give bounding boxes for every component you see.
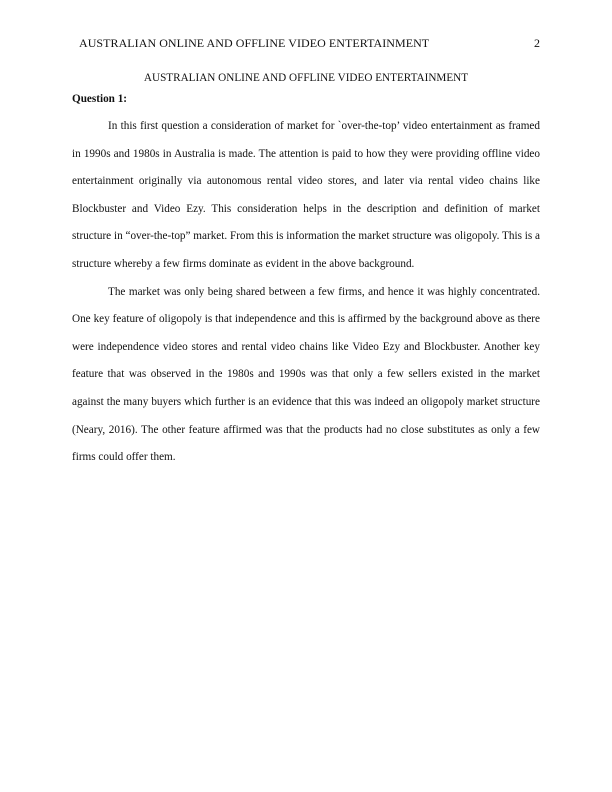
document-title: AUSTRALIAN ONLINE AND OFFLINE VIDEO ENTERTAINMENT — [143, 72, 469, 84]
paragraph: In this first question a consideration of market for `over-the-top’ video entertainment as framed in 1990s and 1980s in Australia is made. The attention is paid to how they were providing offline video entertainment originally via autonomous rental video stores, and later via rental video chains like Blockbuster and Video Ezy. This consideration helps in the description and definition of market structure in “over-the-top” market. From this is information the market structure was oligopoly. This is a structure whereby a few firms dominate as evident in the above background. — [72, 120, 540, 270]
page-number: 2 — [534, 36, 540, 50]
running-head: AUSTRALIAN ONLINE AND OFFLINE VIDEO ENTERTAINMENT — [79, 36, 430, 50]
section-heading: Question 1: — [72, 93, 128, 105]
paragraph: The market was only being shared between a few firms, and hence it was highly concentrated. One key feature of oligopoly is that independence and this is affirmed by the background above as there were independence video stores and rental video chains like Video Ezy and Blockbuster. Another key feature that was observed in the 1980s and 1990s was that only a few sellers existed in the market against the many buyers which further is an evidence that this was indeed an oligopoly market structure (Neary, 2016). The other feature affirmed was that the products had no close substitutes as only a few firms could offer them. — [72, 285, 540, 464]
document-body — [72, 70, 540, 472]
